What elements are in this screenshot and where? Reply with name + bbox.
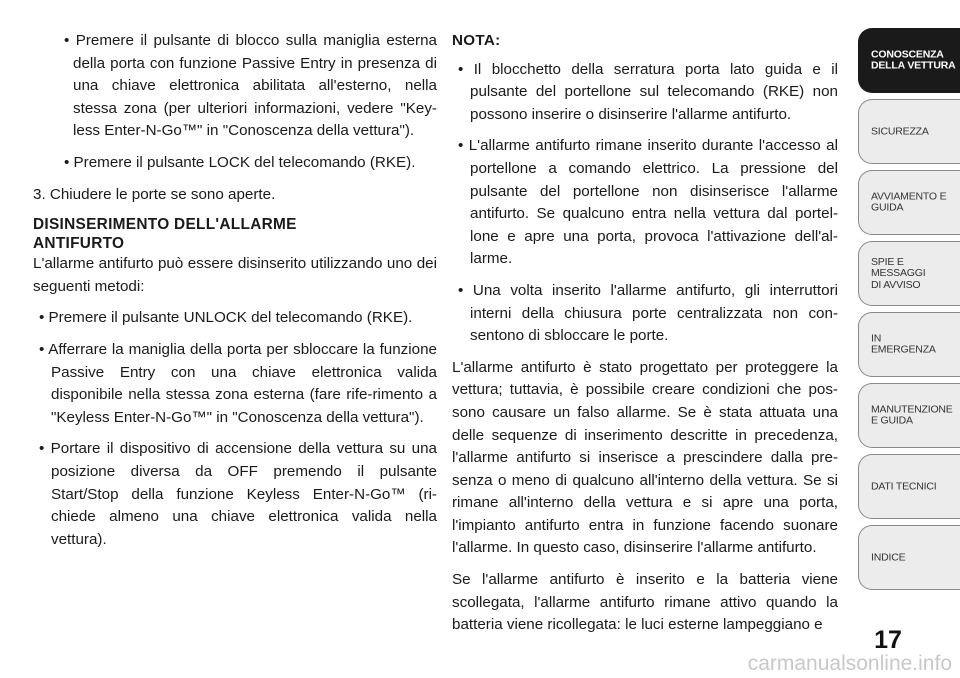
tab-emergenza[interactable]: IN EMERGENZA [858,312,960,377]
paragraph-battery: Se l'allarme antifurto è inserito e la batteria viene scollegata, l'allarme antifurto rimane attivo quando la batteria viene ricollegata: le luci esterne lampeggiano e [452,571,838,634]
tab-manutenzione[interactable]: MANUTENZIONE E GUIDA [858,383,960,448]
bullet-ignition: • Portare il dispositivo di accensione della vettura su una posizione diversa da OFF premendo il pulsante Start/Stop della funzione Keyless Enter-N-Go™ (ri-chiede almeno una chiave elettronica valida nella vettura). [39,440,437,548]
chapter-tabs [858,28,960,596]
nota-bullet-1: • Il blocchetto della serratura porta lato guida e il pulsante del portellone sul telecomando (RKE) non possono inserire o disinserire l'allarme antifurto. [458,60,838,123]
tab-dati-tecnici[interactable]: DATI TECNICI [858,454,960,519]
watermark: carmanualsonline.info [747,652,952,675]
page-number: 17 [874,626,902,654]
heading-line-1: DISINSERIMENTO DELL'ALLARME [33,216,297,234]
tab-avviamento[interactable]: AVVIAMENTO E GUIDA [858,170,960,235]
nota-bullet-3: • Una volta inserito l'allarme antifurto, gli interruttori interni della chiusura porte centralizzata non con-sentono di sbloccare le porte. [458,281,838,345]
step-3: 3. Chiudere le porte se sono aperte. [33,185,276,203]
intro-paragraph: L'allarme antifurto può essere disinserito utilizzando uno dei seguenti metodi: [33,255,437,295]
tab-indice[interactable]: INDICE [858,525,960,590]
right-column [452,30,838,646]
tab-sicurezza[interactable]: SICUREZZA [858,99,960,164]
left-column [33,30,437,560]
bullet-unlock: • Premere il pulsante UNLOCK del telecomando (RKE). [39,309,413,327]
sub-bullet-lock: • Premere il pulsante LOCK del telecomando (RKE). [64,153,416,171]
section-heading [33,215,437,253]
bullet-handle: • Afferrare la maniglia della porta per sbloccare la funzione Passive Entry con una chiave elettronica valida disponibile nella stessa zona esterna (fare rife-rimento a "Keyless Enter-N-Go™" in "Conoscenza della vettura"). [39,340,437,426]
nota-heading: NOTA: [452,32,501,49]
tab-conoscenza[interactable]: CONOSCENZA DELLA VETTURA [858,28,960,93]
heading-line-2: ANTIFURTO [33,235,125,253]
paragraph-false-alarm: L'allarme antifurto è stato progettato per proteggere la vettura; tuttavia, è possibile creare condizioni che pos-sono causare un falso allarme. Se è stata attuata una delle sequenze di inserimento descritte in precedenza, l'allarme antifurto si inserisce a prescindere dalla pre-senza o meno di qualcuno all'interno della vettura. Se si rimane all'interno della vettura e si apre una porta, l'impianto antifurto entra in funzione facendo suonare l'allarme. In questo caso, disinserire l'allarme antifurto. [452,358,838,557]
tab-spie[interactable]: SPIE E MESSAGGI DI AVVISO [858,241,960,306]
sub-bullet-passive-entry: • Premere il pulsante di blocco sulla maniglia esterna della porta con funzione Passive Entry in presenza di una chiave elettronica abilitata all'esterno, nella stessa zona (per ulteriori informazioni, vedere "Key-less Enter-N-Go™" in "Conoscenza della vettura"). [64,32,437,140]
nota-bullet-2: • L'allarme antifurto rimane inserito durante l'accesso al portellone a comando elettrico. La pressione del pulsante del portellone non disinserisce l'allarme antifurto. Se qualcuno entra nella vettura dal portel-lone e apre una porta, provoca l'attivazione dell'al-larme. [458,137,838,268]
